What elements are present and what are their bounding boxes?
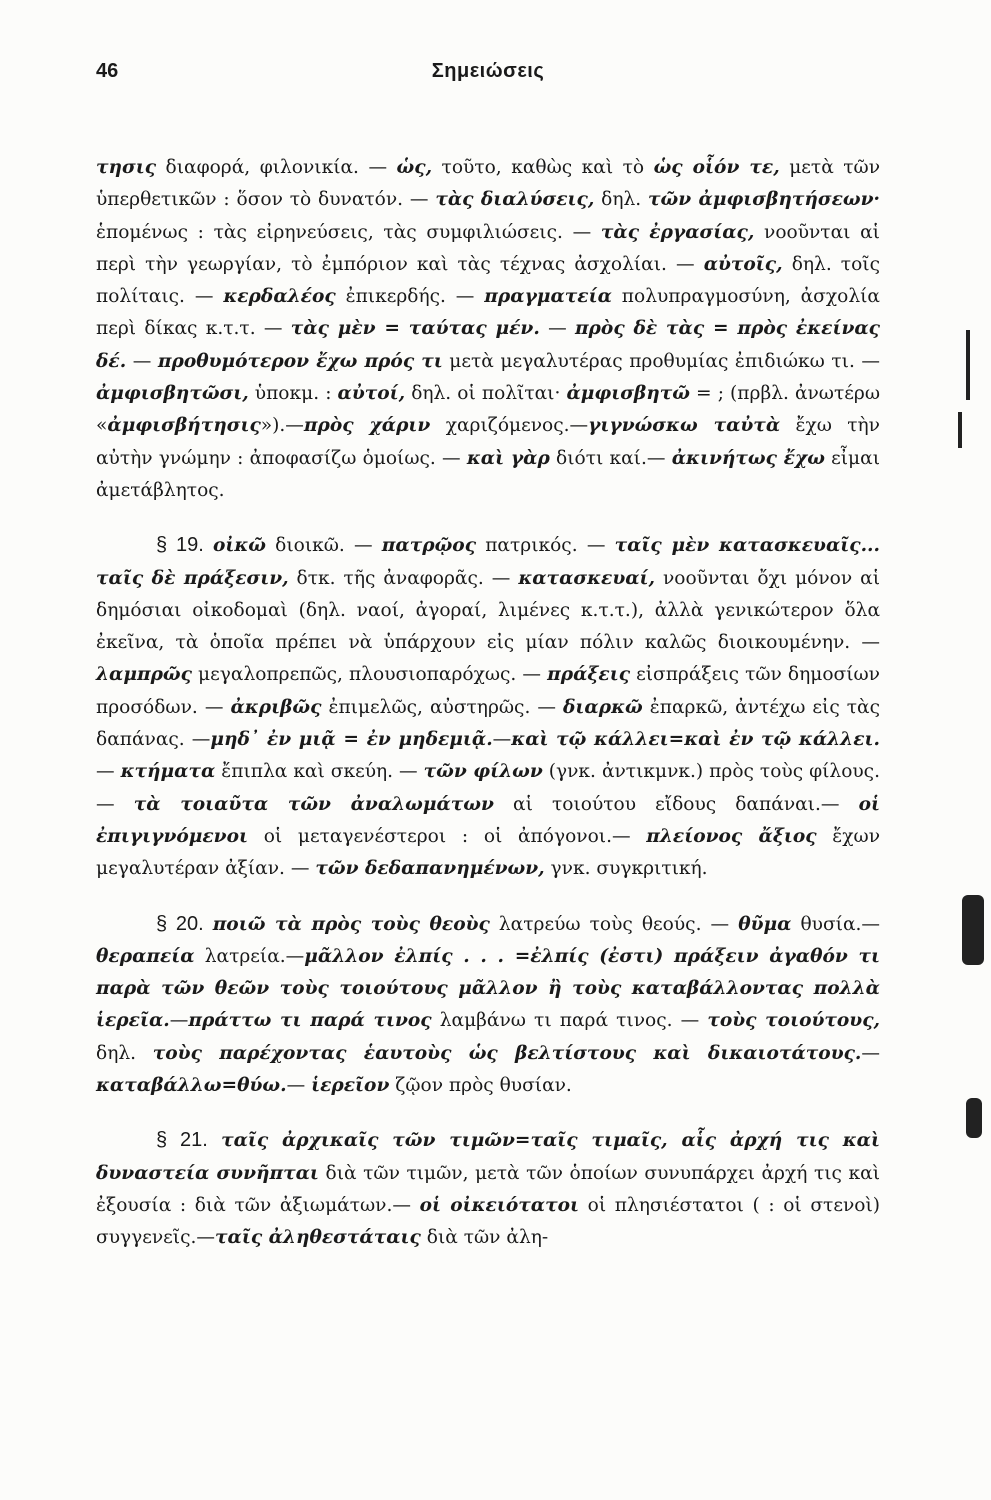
lemma-term: ταῖς μὲν κατασκευαῖς... ταῖς δὲ πράξεσιν,: [96, 535, 880, 589]
lemma-term: κτήματα: [120, 761, 216, 783]
gloss-text: λατρεία.—: [194, 945, 305, 967]
gloss-text: [204, 535, 213, 556]
gloss-text: λαμβάνω τι παρά τινος. —: [431, 1010, 708, 1032]
lemma-term: οἱ οἰκειότατοι: [419, 1194, 579, 1216]
lemma-term: τῶν ἀμφισβητήσεων·: [648, 189, 880, 211]
lemma-term: κατασκευαί,: [518, 567, 656, 589]
page-number: 46: [96, 60, 119, 82]
gloss-text: [204, 914, 213, 935]
gloss-text: δηλ.: [594, 189, 649, 211]
gloss-text: εἶμαι ἀμετάβλητος.: [96, 447, 880, 501]
lemma-term: μηδ᾽ ἐν μιᾷ = ἐν μηδεμιᾷ.: [210, 729, 493, 751]
gloss-text: —: [861, 1042, 880, 1064]
lemma-term: τῶν φίλων: [423, 761, 543, 783]
paragraph-section-21: [96, 1124, 880, 1254]
gloss-text: δτκ. τῆς ἀναφορᾶς. —: [288, 567, 519, 589]
lemma-term: θεραπεία: [96, 945, 195, 967]
gloss-text: μετὰ τῶν ὑπερθετικῶν : ὅσον τὸ δυνατόν. —: [96, 157, 880, 211]
gloss-text: ἐπιμελῶς, αὐστηρῶς. —: [321, 696, 564, 718]
gloss-text: τοῦτο, καθὼς καὶ τὸ: [432, 157, 654, 178]
gloss-text: νοοῦνται αἱ περὶ τὴν γεωργίαν, τὸ ἐμπόριον καὶ τὰς τέχνας ἀσχολίαι. —: [96, 221, 880, 275]
gloss-text: —: [169, 1010, 189, 1032]
lemma-term: ταῖς ἀληθεστάταις: [215, 1227, 421, 1249]
lemma-term: ἀκινήτως ἔχω: [671, 447, 825, 469]
lemma-term: ἱερεῖον: [311, 1075, 390, 1097]
lemma-term: αὐτοῖς,: [703, 253, 783, 275]
lemma-term: τὰς διαλύσεις,: [435, 189, 595, 211]
gloss-text: δηλ. οἱ πολῖται·: [405, 383, 567, 405]
gloss-text: ὑποκμ. :: [248, 383, 338, 405]
gloss-text: διοικῶ. —: [266, 535, 382, 557]
gloss-text: ζῷον πρὸς θυσίαν.: [389, 1075, 572, 1097]
section-number: § 20.: [156, 912, 204, 935]
lemma-term: ἀμφισβητῶσι,: [96, 383, 249, 405]
gloss-text: δηλ.: [96, 1042, 153, 1064]
gloss-text: μεγαλοπρεπῶς, πλουσιοπαρόχως. —: [191, 664, 548, 686]
paragraph-section-19: [96, 529, 880, 885]
lemma-term: οἱ ἐπιγιγνόμενοι: [96, 793, 880, 847]
lemma-term: ταῖς ἀρχικαῖς τῶν τιμῶν=ταῖς τιμαῖς, αἷς ἀρχή τις καὶ δυναστεία συνῆπται: [96, 1130, 880, 1184]
gloss-text: [208, 1130, 221, 1151]
gloss-text: λατρεύω τοὺς θεούς. —: [489, 913, 739, 935]
scan-mark: [958, 412, 962, 448]
gloss-text: —: [286, 1075, 312, 1097]
gloss-text: μετὰ μεγαλυτέρας προθυμίας ἐπιδιώκω τι. —: [442, 350, 880, 372]
scan-mark: [966, 1098, 982, 1138]
lemma-term: γιγνώσκω ταὐτὰ: [588, 415, 781, 437]
lemma-term: ἀμφισβήτησις: [107, 415, 261, 437]
lemma-term: προθυμότερον ἔχω πρός τι: [157, 350, 443, 372]
lemma-term: καταβάλλω=θύω.: [96, 1075, 287, 1097]
gloss-text: νοοῦνται ὄχι μόνον αἱ δημόσιαι οἰκοδομαὶ (δηλ. ναοί, ἀγοραί, λιμένες κ.τ.τ.), ἀλλὰ γενικώτερον ὅλα ἐκεῖνα, τὰ ὁποῖα πρέπει νὰ ὑπάρχουν εἰς μίαν πόλιν καλῶς διοικουμένην. —: [96, 567, 880, 654]
gloss-text: οἱ μεταγενέστεροι : οἱ ἀπόγονοι.—: [247, 825, 647, 847]
gloss-text: —: [126, 350, 158, 372]
scan-mark: [962, 895, 984, 965]
lemma-term: καὶ τῷ κάλλει=καὶ ἐν τῷ κάλλει.: [511, 729, 880, 751]
lemma-term: πλείονος ἄξιος: [646, 825, 817, 847]
lemma-term: τὰς μὲν = ταύτας μέν.: [290, 318, 540, 340]
lemma-term: αὐτοί,: [337, 383, 406, 405]
lemma-term: μᾶλλον ἐλπίς . . . =ἐλπίς (ἐστι) πράξειν ἀγαθόν τι παρὰ τῶν θεῶν τοὺς τοιούτους μᾶλλον ἢ τοὺς καταβάλλοντας πολλὰ ἱερεῖα.: [96, 945, 881, 1032]
lemma-term: πράξεις: [547, 664, 631, 686]
section-number: § 19.: [156, 534, 204, 557]
gloss-text: εἰσπράξεις τῶν δημοσίων προσόδων. —: [96, 664, 880, 718]
lemma-term: οἰκῶ: [212, 535, 266, 557]
lemma-term: ποιῶ τὰ πρὸς τοὺς θεοὺς: [212, 913, 490, 935]
lemma-term: ὡς οἷόν τε,: [653, 157, 780, 178]
gloss-text: ἐπικερδής. —: [335, 286, 485, 308]
gloss-text: (γνκ. ἀντικμνκ.) πρὸς τοὺς φίλους. —: [96, 761, 881, 815]
lemma-term: ὡς,: [396, 157, 433, 178]
gloss-text: ἑπομένως : τὰς εἰρηνεύσεις, τὰς συμφιλιώσεις. —: [96, 221, 601, 243]
lemma-term: τῶν δεδαπανημένων,: [315, 858, 545, 880]
lemma-term: κερδαλέος: [223, 286, 336, 308]
gloss-text: = ; (πρβλ. ἀνωτέρω «: [96, 383, 880, 437]
gloss-text: πολυπραγμοσύνη, ἀσχολία περὶ δίκας κ.τ.τ. —: [96, 286, 880, 340]
gloss-text: αἱ τοιούτου εἴδους δαπάναι.—: [493, 793, 859, 815]
gloss-text: χαριζόμενος.—: [430, 415, 589, 437]
gloss-text: —: [96, 761, 121, 783]
gloss-text: ἐπαρκῶ, ἀντέχω εἰς τὰς δαπάνας. —: [96, 696, 881, 751]
lemma-term: λαμπρῶς: [96, 664, 192, 686]
gloss-text: διαφορά, φιλονικία. —: [156, 157, 397, 178]
lemma-term: διαρκῶ: [563, 696, 643, 718]
gloss-text: διὰ τῶν ἀλη-: [420, 1227, 549, 1249]
gloss-text: —: [492, 729, 512, 751]
gloss-text: οἱ πλησιέστατοι ( : οἱ στενοὶ) συγγενεῖς.—: [96, 1194, 881, 1249]
lemma-term: τησις: [96, 157, 157, 178]
paragraph-continuation: [96, 152, 880, 507]
lemma-term: πραγματεία: [484, 286, 612, 308]
gloss-text: πατρικός. —: [476, 535, 615, 557]
lemma-term: τοὺς παρέχοντας ἑαυτοὺς ὡς βελτίστους καὶ δικαιοτάτους.: [152, 1042, 862, 1064]
lemma-term: ἀμφισβητῶ: [566, 383, 690, 405]
paragraph-section-20: [96, 908, 880, 1103]
lemma-term: καὶ γὰρ: [466, 447, 550, 469]
section-number: § 21.: [156, 1129, 208, 1152]
lemma-term: ἀκριβῶς: [230, 696, 322, 718]
lemma-term: θῦμα: [738, 913, 792, 935]
gloss-text: θυσία.—: [791, 913, 881, 935]
gloss-text: γνκ. συγκριτική.: [544, 858, 708, 880]
gloss-text: διότι καί.—: [549, 447, 672, 469]
lemma-term: πράττω τι παρά τινος: [188, 1010, 432, 1032]
lemma-term: πρὸς χάριν: [303, 415, 431, 437]
scan-mark: [966, 330, 970, 400]
page-header: [96, 52, 880, 92]
gloss-text: —: [539, 318, 575, 340]
gloss-text: ἔχω τὴν αὐτὴν γνώμην : ἀποφασίζω ὁμοίως. —: [96, 415, 880, 469]
lemma-term: τὰς ἐργασίας,: [600, 221, 755, 243]
lemma-term: τοὺς τοιούτους,: [707, 1010, 880, 1032]
running-title: Σημειώσεις: [431, 60, 545, 82]
gloss-text: δηλ. τοῖς πολίταις. —: [96, 253, 880, 308]
gloss-text: ἔχων μεγαλυτέραν ἀξίαν. —: [96, 825, 880, 880]
lemma-term: πατρῷος: [381, 535, 477, 557]
lemma-term: πρὸς δὲ τὰς = πρὸς ἐκείνας δέ.: [96, 318, 881, 372]
gloss-text: ἔπιπλα καὶ σκεύη. —: [215, 761, 424, 783]
gloss-text: »).—: [260, 415, 304, 437]
gloss-text: διὰ τῶν τιμῶν, μετὰ τῶν ὁποίων συνυπάρχει ἀρχή τις καὶ ἐξουσία : διὰ τῶν ἀξιωμάτων.—: [96, 1162, 880, 1216]
lemma-term: τὰ τοιαῦτα τῶν ἀναλωμάτων: [133, 793, 494, 815]
document-page: [96, 52, 880, 1255]
